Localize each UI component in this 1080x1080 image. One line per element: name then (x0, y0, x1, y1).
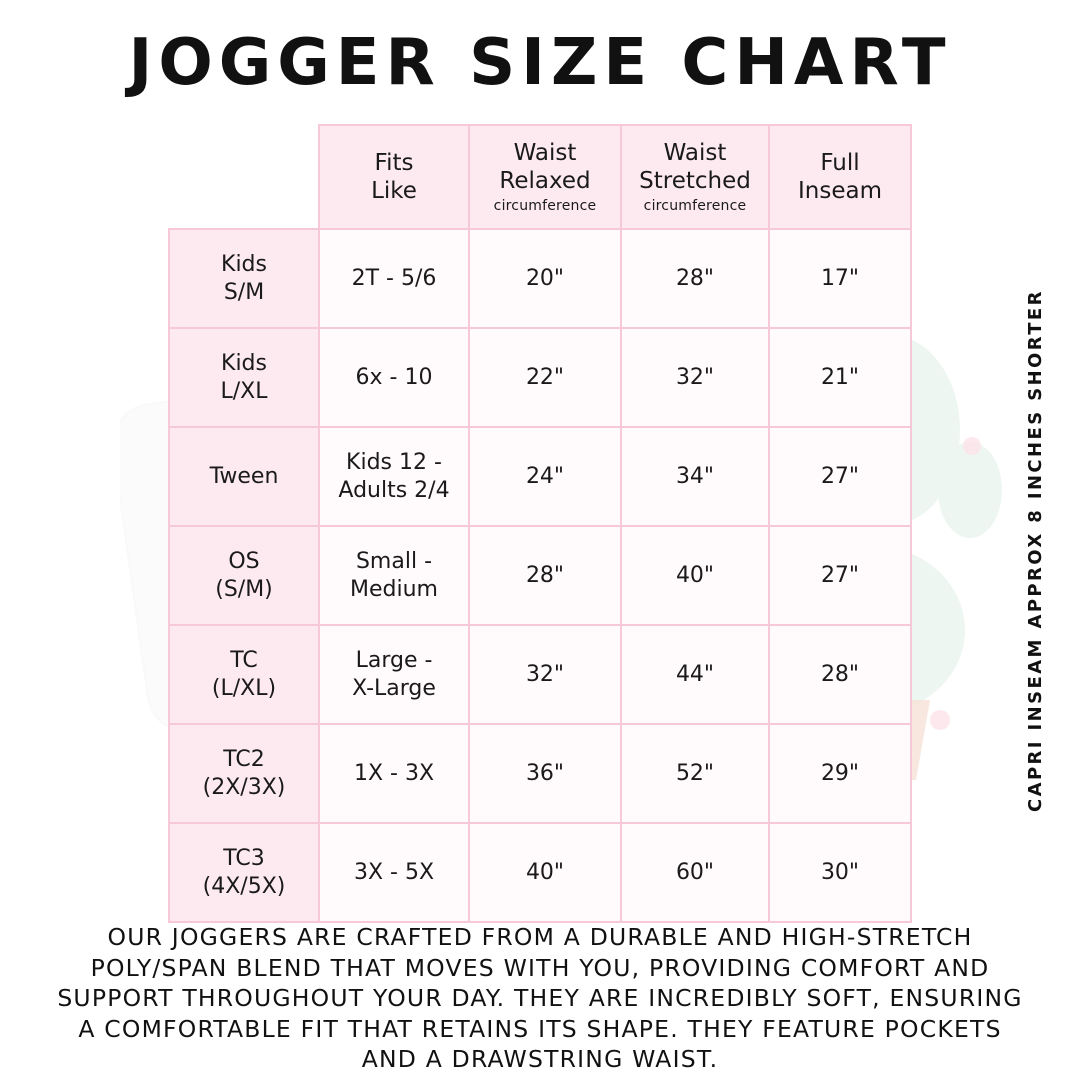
fits-line-1: Large - (355, 648, 433, 673)
cell-fits-like (319, 526, 469, 625)
cell-waist-stretched: 34" (621, 427, 769, 526)
table-row (169, 823, 911, 922)
table-body (169, 229, 911, 922)
size-line-1: TC (230, 648, 258, 673)
header-line-2: Relaxed (499, 168, 591, 195)
cell-waist-relaxed: 22" (469, 328, 621, 427)
capri-inseam-note: CAPRI INSEAM APPROX 8 INCHES SHORTER (1025, 289, 1046, 812)
cell-waist-stretched: 28" (621, 229, 769, 328)
fits-line-1: 2T - 5/6 (351, 265, 437, 291)
size-line-1: TC2 (223, 747, 265, 772)
cell-size (169, 229, 319, 328)
table-row (169, 724, 911, 823)
cell-waist-relaxed: 20" (469, 229, 621, 328)
cell-size (169, 823, 319, 922)
size-line-2: (L/XL) (211, 675, 277, 701)
size-line-2: (4X/5X) (202, 873, 286, 899)
cell-full-inseam: 21" (769, 328, 911, 427)
cell-fits-like (319, 328, 469, 427)
fits-line-1: Small - (355, 549, 433, 574)
cell-full-inseam: 17" (769, 229, 911, 328)
table-row (169, 328, 911, 427)
cell-waist-relaxed: 28" (469, 526, 621, 625)
size-line-1: TC3 (223, 846, 265, 871)
header-line-1: Full (820, 149, 860, 176)
cell-fits-like (319, 625, 469, 724)
header-line-2: Inseam (798, 178, 882, 204)
size-chart (168, 124, 912, 923)
size-line-1: OS (228, 549, 260, 574)
cell-size (169, 427, 319, 526)
column-header-waist-stretched (621, 125, 769, 229)
cell-waist-stretched: 52" (621, 724, 769, 823)
header-subtext: circumference (643, 197, 747, 214)
cell-waist-stretched: 40" (621, 526, 769, 625)
column-header-waist-relaxed (469, 125, 621, 229)
cell-waist-relaxed: 40" (469, 823, 621, 922)
cell-fits-like (319, 823, 469, 922)
cell-size (169, 724, 319, 823)
header-line-1: Waist (663, 140, 727, 167)
cell-full-inseam: 30" (769, 823, 911, 922)
header-line-1: Fits (374, 149, 414, 176)
cell-fits-like (319, 724, 469, 823)
header-line-2: Like (371, 178, 417, 204)
size-line-2: S/M (223, 279, 265, 305)
cell-full-inseam: 27" (769, 427, 911, 526)
cell-waist-stretched: 60" (621, 823, 769, 922)
cell-waist-relaxed: 24" (469, 427, 621, 526)
cell-full-inseam: 28" (769, 625, 911, 724)
fits-line-1: 1X - 3X (353, 760, 435, 786)
footer-description: OUR JOGGERS ARE CRAFTED FROM A DURABLE AND HIGH-STRETCH POLY/SPAN BLEND THAT MOVES WITH YOU, PROVIDING COMFORT AND SUPPORT THROUGHOUT YOUR DAY. THEY ARE INCREDIBLY SOFT, ENSURING A COMFORTABLE FIT THAT RETAINS ITS SHAPE. THEY FEATURE POCKETS AND A DRAWSTRING WAIST. (57, 923, 1023, 1074)
table-row (169, 526, 911, 625)
header-line-1: Waist (513, 140, 577, 167)
size-line-2: L/XL (220, 378, 268, 404)
fits-line-1: 6x - 10 (355, 364, 433, 390)
header-subtext: circumference (493, 197, 597, 214)
cell-size (169, 328, 319, 427)
cell-waist-relaxed: 36" (469, 724, 621, 823)
size-line-2: (2X/3X) (202, 774, 286, 800)
cell-fits-like (319, 229, 469, 328)
size-line-1: Kids (221, 351, 267, 376)
page-title: JOGGER SIZE CHART (128, 26, 952, 100)
fits-line-1: Kids 12 - (346, 450, 442, 475)
size-line-1: Tween (209, 463, 279, 489)
cell-waist-stretched: 44" (621, 625, 769, 724)
size-line-2: (S/M) (215, 576, 273, 602)
column-header-full-inseam (769, 125, 911, 229)
cell-fits-like (319, 427, 469, 526)
table-row (169, 427, 911, 526)
fits-line-1: 3X - 5X (353, 859, 435, 885)
table-row (169, 229, 911, 328)
cell-full-inseam: 29" (769, 724, 911, 823)
fits-line-2: Medium (350, 576, 438, 602)
cell-waist-relaxed: 32" (469, 625, 621, 724)
fits-line-2: Adults 2/4 (338, 477, 450, 503)
fits-line-2: X-Large (352, 675, 436, 701)
size-line-1: Kids (221, 252, 267, 277)
cell-size (169, 625, 319, 724)
header-line-2: Stretched (639, 168, 751, 195)
column-header-fits-like (319, 125, 469, 229)
header-corner-blank (169, 125, 319, 229)
table-row (169, 625, 911, 724)
cell-size (169, 526, 319, 625)
cell-full-inseam: 27" (769, 526, 911, 625)
table-header (169, 125, 911, 229)
cell-waist-stretched: 32" (621, 328, 769, 427)
